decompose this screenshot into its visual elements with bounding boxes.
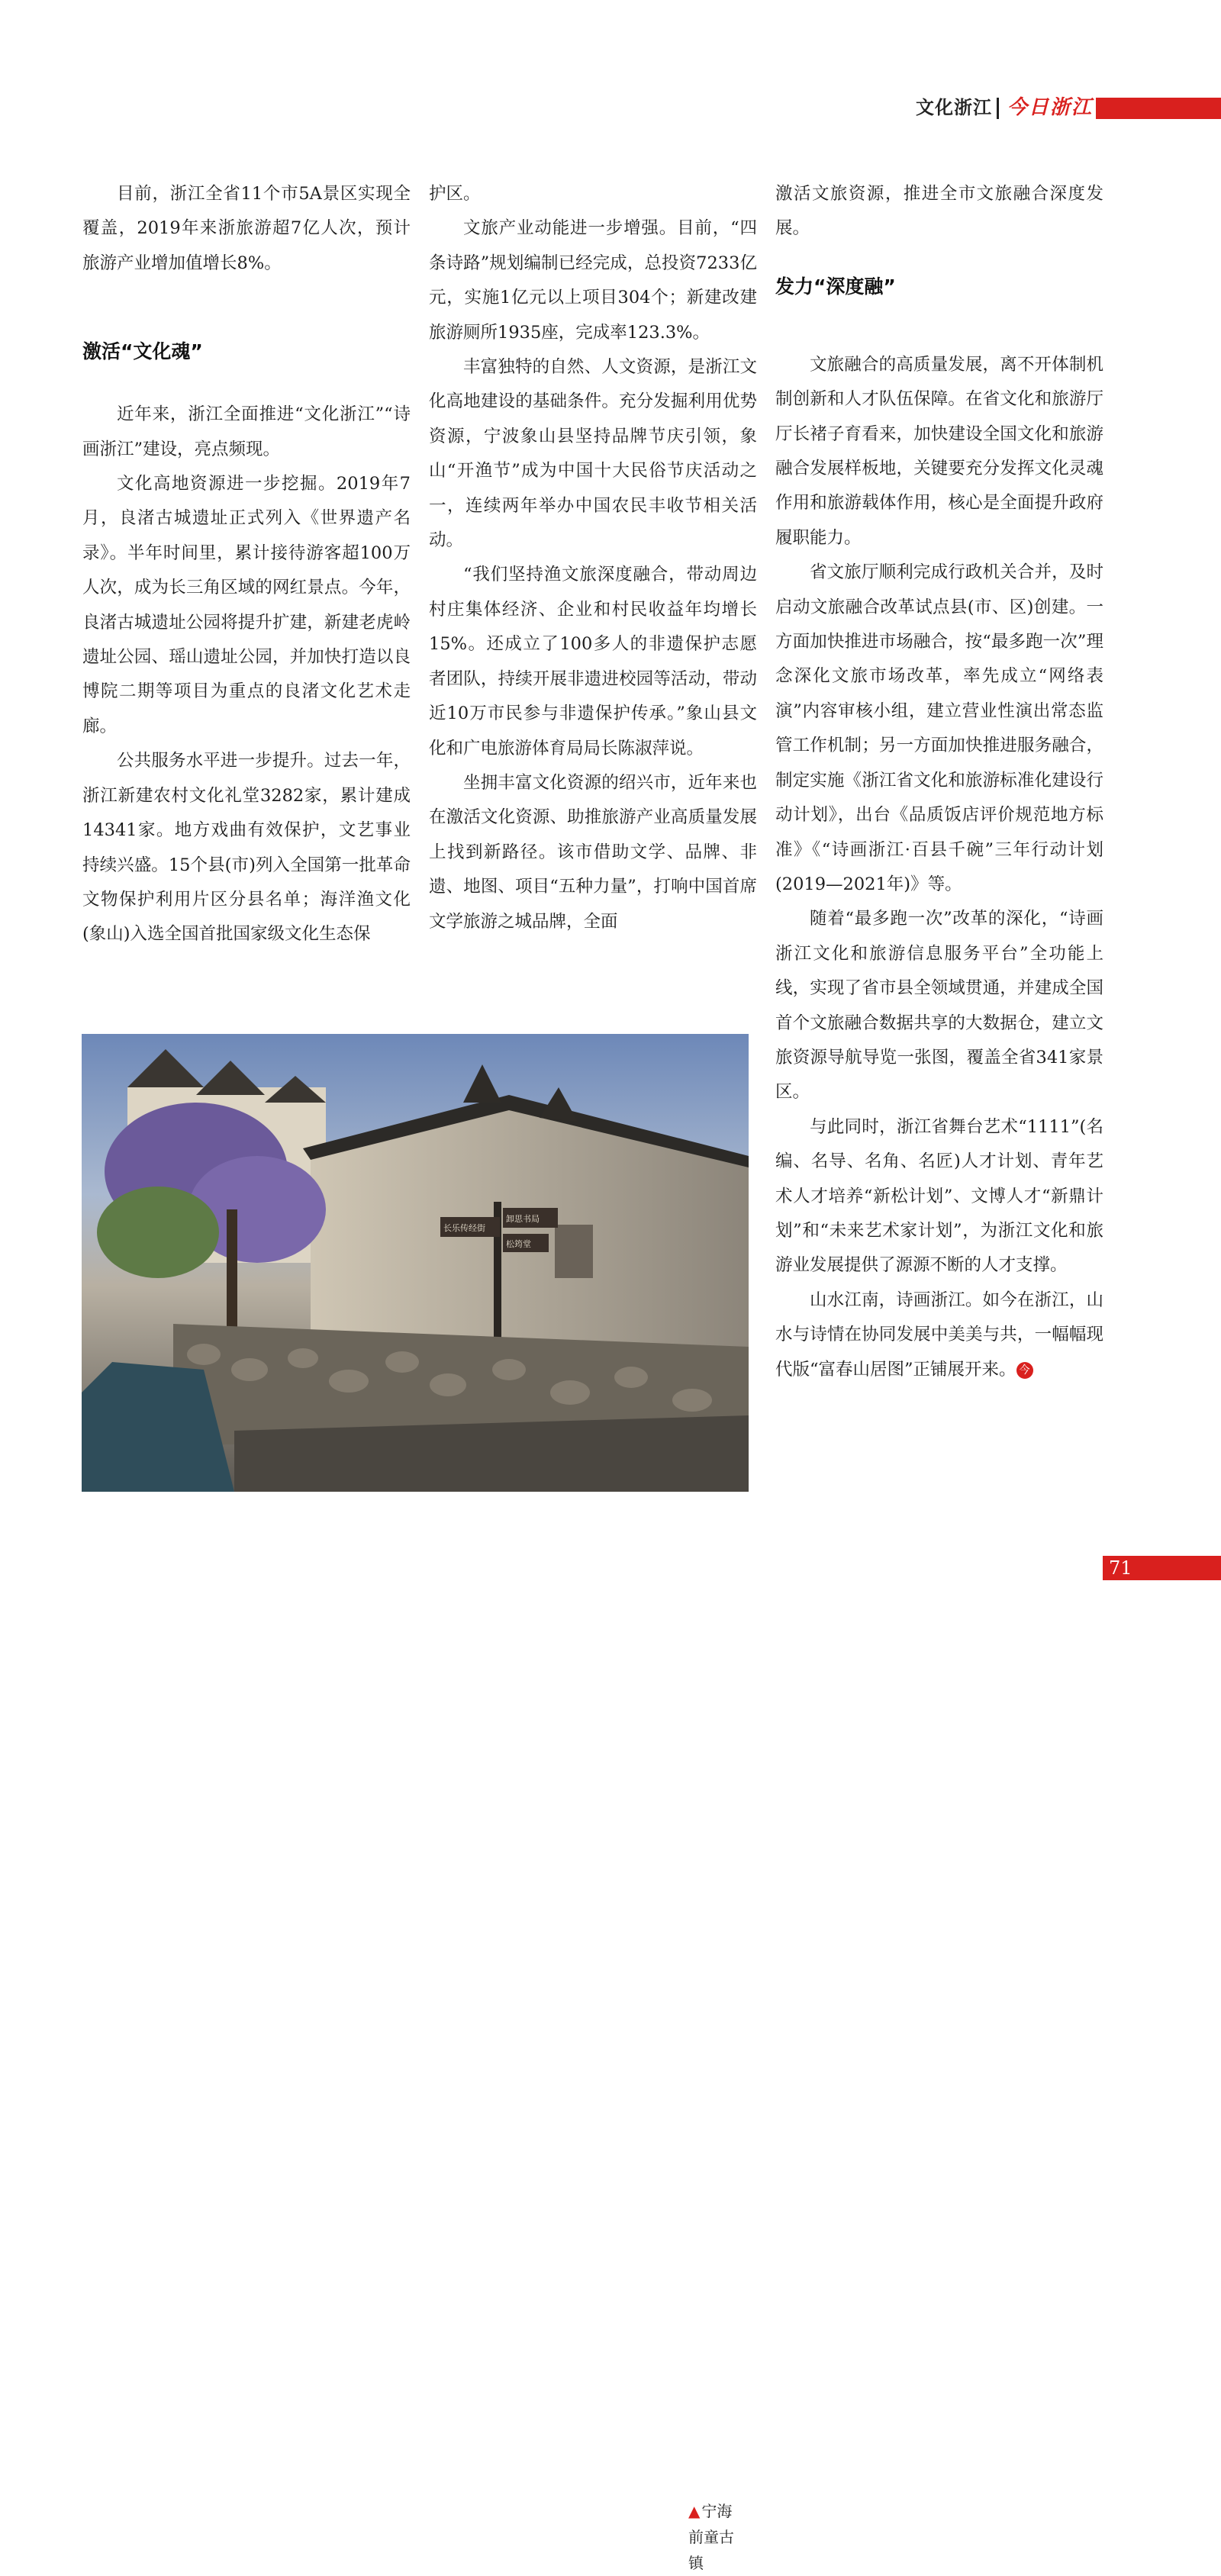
header-red-bar xyxy=(1096,98,1221,119)
paragraph-final xyxy=(775,1283,1103,1387)
paragraph-continuation: 护区。 xyxy=(429,184,481,204)
page-header xyxy=(916,95,1221,121)
final-text: 山水江南，诗画浙江。如今在浙江，山水与诗情在协同发展中美美与共，一幅幅现代版“富春山居图”正铺展开来。 xyxy=(775,1290,1103,1380)
paragraph: 近年来，浙江全面推进“文化浙江”“诗画浙江”建设，亮点频现。 xyxy=(82,404,411,459)
section-label: 文化浙江 xyxy=(916,97,992,118)
header-divider xyxy=(997,98,999,119)
paragraph: 文旅融合的高质量发展，离不开体制机制创新和人才队伍保障。在省文化和旅游厅厅长褚子育看来，加快建设全国文化和旅游融合发展样板地，关键要充分发挥文化灵魂作用和旅游载体作用，核心是全面提升政府履职能力。 xyxy=(775,354,1103,548)
caption-text: 宁海前童古镇 xyxy=(688,2502,734,2572)
paragraph: 随着“最多跑一次”改革的深化，“诗画浙江文化和旅游信息服务平台”全功能上线，实现了省市县全领域贯通，并建成全国首个文旅融合数据共享的大数据仓，建立文旅资源导航导览一张图，覆盖全省341家景区。 xyxy=(775,909,1103,1103)
paragraph: 坐拥丰富文化资源的绍兴市，近年来也在激活文化资源、助推旅游产业高质量发展上找到新路径。该市借助文学、品牌、非遗、地图、项目“五种力量”，打响中国首席文学旅游之城品牌，全面 xyxy=(429,772,757,932)
sign-text-1: 长乐传经街 xyxy=(443,1223,485,1233)
article-column-1 xyxy=(82,177,411,952)
paragraph: 文旅产业动能进一步增强。目前，“四条诗路”规划编制已经完成，总投资7233亿元，实施1亿元以上项目304个；新建改建旅游厕所1935座，完成率123.3%。 xyxy=(429,218,757,343)
page-number: 71 xyxy=(1109,1557,1132,1579)
end-mark-icon: 今 xyxy=(1016,1362,1033,1379)
paragraph: 省文旅厅顺利完成行政机关合并，及时启动文旅融合改革试点县(市、区)创建。一方面加快推进市场融合，按“最多跑一次”理念深化文旅市场改革，率先成立“网络表演”内容审核小组，建立营业性演出常态监管工作机制；另一方面加快推进服务融合，制定实施《浙江省文化和旅游标准化建设行动计划》，出台《品质饭店评价规范地方标准》《“诗画浙江·百县千碗”三年行动计划(2019—2021年)》等。 xyxy=(775,562,1103,894)
article-photo xyxy=(82,1034,749,2572)
photo-caption xyxy=(682,2498,749,2572)
paragraph: “我们坚持渔文旅深度融合，带动周边村庄集体经济、企业和村民收益年均增长15%。还成立了100多人的非遗保护志愿者团队，持续开展非遗进校园等活动，带动近10万市民参与非遗保护传承。”象山县文化和广电旅游体育局局长陈淑萍说。 xyxy=(429,565,757,758)
sign-text-3: 松筠堂 xyxy=(506,1239,531,1249)
article-column-3 xyxy=(775,177,1103,1387)
page-number-bar xyxy=(1103,1556,1221,1580)
paragraph: 公共服务水平进一步提升。过去一年，浙江新建农村文化礼堂3282家，累计建成14341家。地方戏曲有效保护，文艺事业持续兴盛。15个县(市)列入全国第一批革命文物保护利用片区分县名单；海洋渔文化(象山)入选全国首批国家级文化生态保 xyxy=(82,751,411,945)
article-column-2 xyxy=(429,177,757,939)
paragraph: 丰富独特的自然、人文资源，是浙江文化高地建设的基础条件。充分发掘利用优势资源，宁波象山县坚持品牌节庆引领，象山“开渔节”成为中国十大民俗节庆活动之一，连续两年举办中国农民丰收节相关活动。 xyxy=(429,357,757,551)
paragraph: 文化高地资源进一步挖掘。2019年7月，良渚古城遗址正式列入《世界遗产名录》。半年时间里，累计接待游客超100万人次，成为长三角区域的网红景点。今年，良渚古城遗址公园将提升扩建，新建老虎岭遗址公园、瑶山遗址公园，并加快打造以良博院二期等项目为重点的良渚文化艺术走廊。 xyxy=(82,474,411,736)
magazine-logo: 今日浙江 xyxy=(1007,96,1094,119)
paragraph: 与此同时，浙江省舞台艺术“1111”(名编、名导、名角、名匠)人才计划、青年艺术人才培养“新松计划”、文博人才“新鼎计划”和“未来艺术家计划”，为浙江文化和旅游业发展提供了源源不断的人才支撑。 xyxy=(775,1116,1103,1276)
section-heading: 激活“文化魂” xyxy=(82,340,203,363)
paragraph: 目前，浙江全省11个市5A景区实现全覆盖，2019年来浙旅游超7亿人次，预计旅游产业增加值增长8%。 xyxy=(82,184,411,273)
sign-text-2: 卸思书局 xyxy=(506,1214,540,1224)
section-heading: 发力“深度融” xyxy=(775,275,896,298)
caption-triangle-icon: ▲ xyxy=(688,2502,701,2520)
paragraph-continuation: 激活文旅资源，推进全市文旅融合深度发展。 xyxy=(775,184,1103,239)
photo-illustration xyxy=(82,1034,749,1492)
